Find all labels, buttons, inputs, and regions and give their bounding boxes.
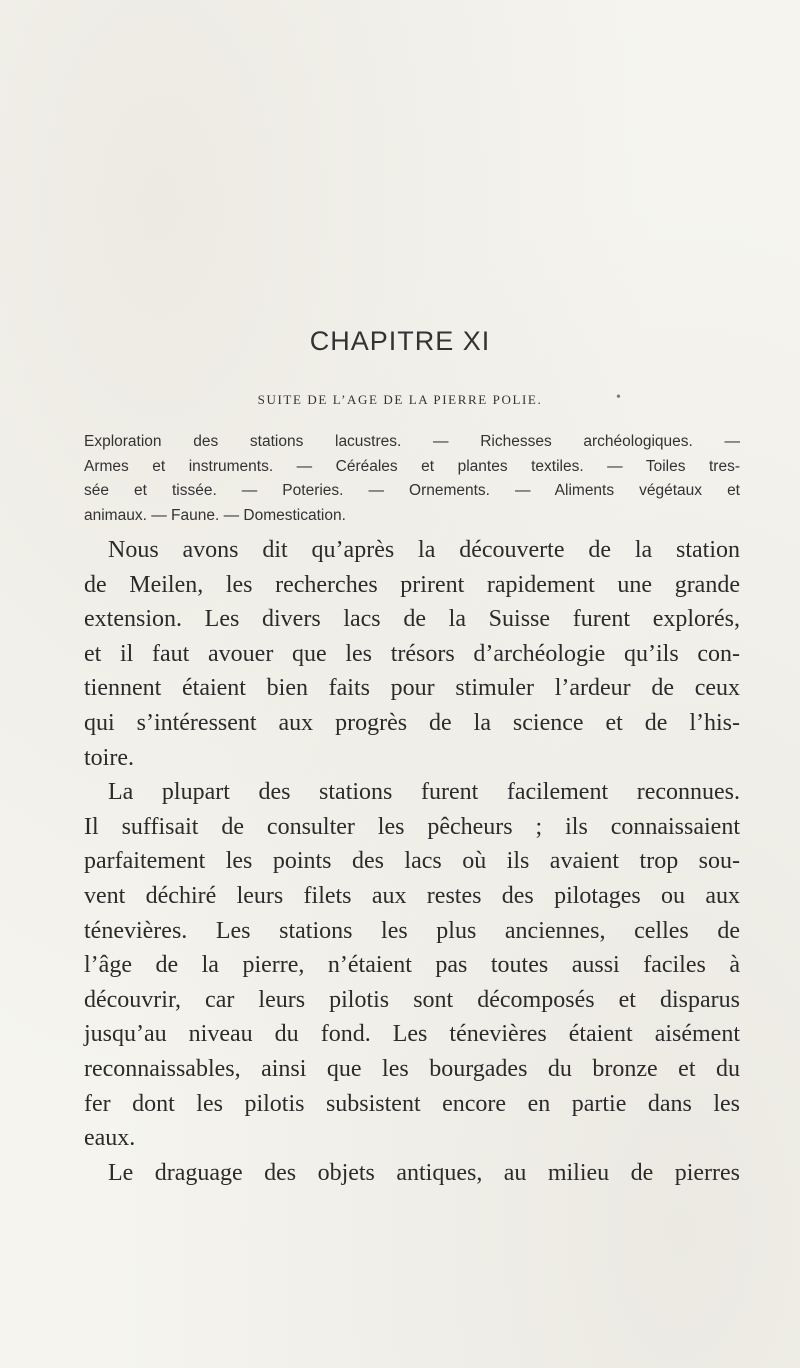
- body-line: de Meilen, les recherches prirent rapidement une grande: [84, 571, 740, 598]
- body-line: La plupart des stations furent facilement reconnues.: [108, 779, 740, 806]
- body-line: jusqu’au niveau du fond. Les ténevières étaient aisément: [84, 1021, 740, 1048]
- summary-line: sée et tissée. — Poteries. — Ornements. — Aliments végétaux et: [84, 482, 740, 499]
- body-text: [84, 533, 740, 1190]
- body-line: Le draguage des objets antiques, au milieu de pierres: [108, 1159, 740, 1186]
- body-line: tiennent étaient bien faits pour stimuler l’ardeur de ceux: [84, 675, 740, 702]
- body-line: vent déchiré leurs filets aux restes des pilotages ou aux: [84, 882, 740, 909]
- body-line: découvrir, car leurs pilotis sont décomposés et disparus: [84, 986, 740, 1013]
- chapter-subtitle: SUITE DE L’AGE DE LA PIERRE POLIE.: [257, 392, 543, 407]
- ink-mark: •: [616, 390, 621, 405]
- body-line: et il faut avouer que les trésors d’archéologie qu’ils con-: [84, 640, 740, 667]
- summary-line: animaux. — Faune. — Domestication.: [84, 506, 346, 524]
- summary-line: Armes et instruments. — Céréales et plantes textiles. — Toiles tres-: [84, 457, 740, 475]
- body-line: extension. Les divers lacs de la Suisse furent explorés,: [84, 606, 740, 633]
- summary-line: Exploration des stations lacustres. — Richesses archéologiques. —: [84, 433, 740, 450]
- body-line: Nous avons dit qu’après la découverte de la station: [108, 537, 740, 563]
- body-line: ténevières. Les stations les plus anciennes, celles de: [84, 917, 740, 944]
- chapter-title: CHAPITRE XI: [309, 326, 491, 356]
- body-line: parfaitement les points des lacs où ils avaient trop sou-: [84, 848, 740, 875]
- body-line: l’âge de la pierre, n’étaient pas toutes aussi faciles à: [84, 952, 740, 979]
- body-line: Il suffisait de consulter les pêcheurs ; ils connaissaient: [84, 813, 740, 840]
- body-line: fer dont les pilotis subsistent encore en partie dans les: [84, 1090, 740, 1117]
- body-line: qui s’intéressent aux progrès de la science et de l’his-: [84, 709, 740, 736]
- body-line: eaux.: [84, 1125, 136, 1152]
- chapter-summary: [84, 430, 740, 528]
- body-line: reconnaissables, ainsi que les bourgades du bronze et du: [84, 1055, 740, 1082]
- body-line: toire.: [84, 744, 134, 771]
